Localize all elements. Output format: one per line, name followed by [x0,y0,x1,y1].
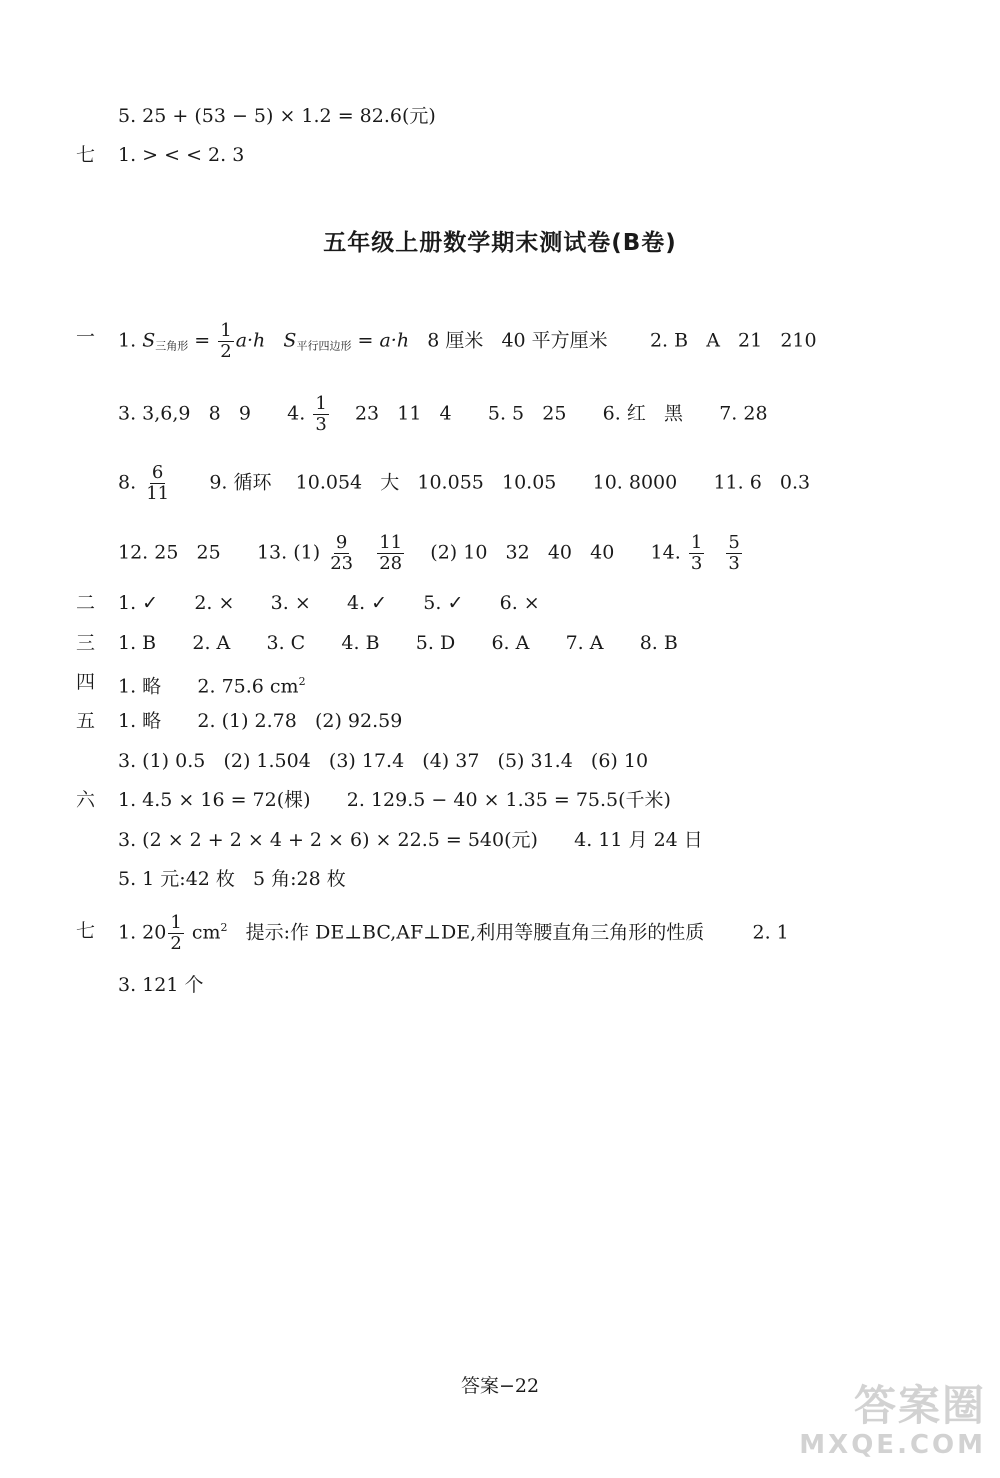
answer-text: 1. 略 2. (1) 2.78 (2) 92.59 [118,710,403,732]
fraction: $\frac{5}{3}$ [728,532,740,574]
page-title: 五年级上册数学期末测试卷(B卷) [323,230,677,256]
fraction: $\frac{1}{3}$ [690,532,703,574]
section-number: 二 [76,592,96,614]
section-6-row-3: 5. 1 元:42 枚 5 角:28 枚 [118,868,346,890]
section-5-row-2: 3. (1) 0.5 (2) 1.504 (3) 17.4 (4) 37 (5) 31.4 (6) 10 [118,750,649,772]
answer-text: 1. > < < 2. 3 [118,144,245,166]
section-number: 三 [76,632,96,654]
fraction: $\frac{6}{11}$ [146,462,170,504]
section-1-row-4: 12. 25 25 13. (1) $\frac{9}{23}$ $\frac{11}{28}$ (2) 10 32 40 40 14. $\frac{1}{3}$ $\frac{5}{3}$ [118,532,740,574]
page-number: 答案−22 [460,1375,540,1397]
fraction: $\frac{1}{2}$ [220,320,232,362]
answer-text: 1. 20 $\frac{1}{2}$ $cm^2$ 提示:作 DE⊥BC,AF⊥DE,利用等腰直角三角形的性质 2. 1 [118,912,789,954]
fraction: $\frac{1}{3}$ [315,393,327,435]
section-1-row-2: 3. 3,6,9 8 9 4. $\frac{1}{3}$ 23 11 4 5. 5 25 6. 红 黑 7. 28 [118,393,768,435]
section-number: 一 [76,326,96,348]
section-number: 七 [76,920,96,942]
fraction: $\frac{9}{23}$ [330,532,354,574]
section-number: 六 [76,789,96,811]
section-6-row-2: 3. (2 × 2 + 2 × 4 + 2 × 6) × 22.5 = 540(元) 4. 11 月 24 日 [118,829,703,851]
watermark-logo: 答案圈 MXQE.COM [799,1381,986,1460]
answer-text: 1. B 2. A 3. C 4. B 5. D 6. A 7. A 8. B [118,632,678,654]
answer-text: 1. ✓ 2. × 3. × 4. ✓ 5. ✓ 6. × [118,592,540,614]
section-1-row-3: 8. $\frac{6}{11}$ 9. 循环 10.054 大 10.055 10.05 10. 8000 11. 6 0.3 [118,462,811,504]
answer-line: 5. 25 + (53 − 5) × 1.2 = 82.6(元) [118,105,436,127]
answer-text: 1. 4.5 × 16 = 72(棵) 2. 129.5 − 40 × 1.35 = 75.5(千米) [118,789,671,811]
answer-text: 1. $S_{三角形}$ = $\frac{1}{2}$ a·h $S_{平行四边形} = a\cdot h$ 8 厘米 40 平方厘米 2. B A 21 210 [118,320,817,362]
section-number: 七 [76,144,96,166]
section-number: 四 [76,671,96,693]
section-number: 五 [76,710,96,732]
fraction: $\frac{1}{2}$ [170,912,182,954]
section-7-row-2: 3. 121 个 [118,974,204,996]
fraction: $\frac{11}{28}$ [379,532,403,574]
answer-text: 1. 略 2. 75.6 $cm^2$ [118,675,306,698]
